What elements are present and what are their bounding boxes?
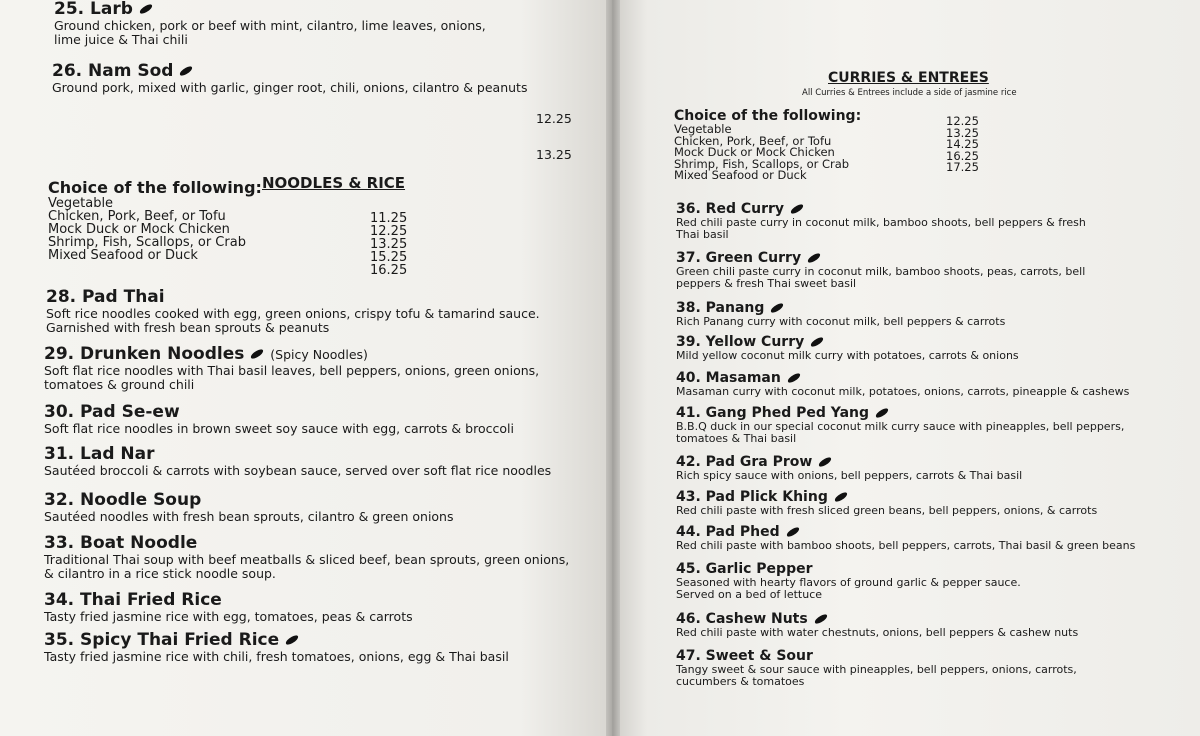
choice-option: Shrimp, Fish, Scallops, or Crab 16.25 bbox=[674, 148, 979, 171]
choice-option: Mixed Seafood or Duck 17.25 bbox=[674, 160, 979, 182]
item-price: 13.25 bbox=[536, 147, 572, 162]
menu-item-green-curry bbox=[676, 250, 1176, 290]
item-title: 36. Red Curry bbox=[676, 201, 785, 217]
chili-icon bbox=[874, 407, 889, 419]
choice-price: 16.25 bbox=[946, 148, 979, 163]
item-title: 44. Pad Phed bbox=[676, 524, 780, 540]
chili-icon bbox=[818, 456, 833, 468]
item-title: 38. Panang bbox=[676, 300, 765, 316]
right-menu-page bbox=[612, 0, 1200, 736]
chili-icon bbox=[833, 491, 848, 503]
item-description: Traditional Thai soup with beef meatballs & sliced beef, bean sprouts, green onions, & cilantro in a rice stick noodle soup. bbox=[44, 552, 570, 581]
choice-option: Vegetable bbox=[48, 196, 114, 211]
item-description: Sautéed broccoli & carrots with soybean sauce, served over soft flat rice noodles bbox=[44, 463, 552, 478]
item-description: B.B.Q duck in our special coconut milk curry sauce with pineapples, bell peppers, tomatoes & Thai basil bbox=[676, 420, 1125, 445]
menu-item-noodle-soup bbox=[44, 491, 584, 524]
menu-item-pad-phed bbox=[676, 524, 1176, 552]
menu-item-red-curry bbox=[676, 201, 1176, 241]
item-description: Tasty fried jasmine rice with chili, fresh tomatoes, onions, egg & Thai basil bbox=[44, 649, 509, 664]
choice-title: Choice of the following: bbox=[674, 108, 862, 124]
menu-item-larb bbox=[54, 0, 574, 47]
menu-item-spicy-thai-fried-rice bbox=[44, 631, 584, 664]
item-title: 43. Pad Plick Khing bbox=[676, 489, 828, 505]
choice-block bbox=[48, 178, 448, 278]
choice-price: 16.25 bbox=[370, 263, 408, 278]
item-title: 39. Yellow Curry bbox=[676, 334, 805, 350]
item-description: Sautéed noodles with fresh bean sprouts, cilantro & green onions bbox=[44, 509, 454, 524]
menu-item-pad-thai bbox=[46, 288, 586, 335]
menu-item-boat-noodle bbox=[44, 534, 584, 581]
item-description: Red chili paste with fresh sliced green beans, bell peppers, onions, & carrots bbox=[676, 504, 1098, 517]
chili-icon bbox=[813, 613, 828, 625]
chili-icon bbox=[810, 336, 825, 348]
section-title-curries-entrees: CURRIES & ENTREES bbox=[828, 70, 989, 86]
choice-price: 13.25 bbox=[370, 237, 408, 252]
choice-title: Choice of the following: bbox=[48, 178, 262, 197]
item-title: 37. Green Curry bbox=[676, 250, 802, 266]
choice-option: Shrimp, Fish, Scallops, or Crab 13.25 bbox=[48, 235, 408, 252]
menu-item-masaman bbox=[676, 370, 1176, 398]
book-gutter bbox=[606, 0, 620, 736]
chili-icon bbox=[285, 634, 300, 646]
item-description: Masaman curry with coconut milk, potatoes, onions, carrots, pineapple & cashews bbox=[676, 385, 1130, 398]
item-title: 29. Drunken Noodles bbox=[44, 344, 245, 364]
item-title: 35. Spicy Thai Fried Rice bbox=[44, 630, 280, 650]
choice-price: 14.25 bbox=[946, 137, 979, 151]
menu-item-drunken-noodles bbox=[44, 345, 584, 392]
choice-price: 11.25 bbox=[370, 211, 408, 226]
choice-option: Mock Duck or Mock Chicken 12.25 bbox=[48, 222, 408, 239]
item-description: Rich spicy sauce with onions, bell peppers, carrots & Thai basil bbox=[676, 469, 1023, 482]
item-title: 28. Pad Thai bbox=[46, 287, 165, 307]
item-title: 25. Larb bbox=[54, 0, 133, 19]
menu-item-lad-nar bbox=[44, 445, 584, 478]
item-title: 45. Garlic Pepper bbox=[676, 561, 813, 577]
item-title: 40. Masaman bbox=[676, 370, 781, 386]
menu-item-panang bbox=[676, 300, 1176, 328]
choice-option: Mock Duck or Mock Chicken 14.25 bbox=[674, 137, 979, 159]
item-description: Soft flat rice noodles with Thai basil leaves, bell peppers, onions, green onions, tomatoes & ground chili bbox=[44, 363, 540, 392]
item-description: Ground pork, mixed with garlic, ginger root, chili, onions, cilantro & peanuts bbox=[52, 80, 528, 95]
chili-icon bbox=[138, 3, 153, 15]
menu-item-gang-phed-ped-yang bbox=[676, 405, 1176, 445]
choice-price: 12.25 bbox=[370, 224, 408, 239]
chili-icon bbox=[806, 252, 821, 264]
chili-icon bbox=[786, 372, 801, 384]
menu-item-pad-se-ew bbox=[44, 403, 584, 436]
chili-icon bbox=[785, 526, 800, 538]
menu-item-nam-sod bbox=[52, 62, 572, 95]
item-title: 31. Lad Nar bbox=[44, 444, 155, 464]
section-note: All Curries & Entrees include a side of jasmine rice bbox=[802, 88, 1017, 98]
choice-price: 17.25 bbox=[946, 160, 979, 174]
item-title: 46. Cashew Nuts bbox=[676, 611, 808, 627]
item-title: 32. Noodle Soup bbox=[44, 490, 202, 510]
choice-block bbox=[674, 108, 1004, 182]
menu-item-sweet-sour bbox=[676, 648, 1176, 688]
menu-item-garlic-pepper bbox=[676, 561, 1176, 601]
menu-item-yellow-curry bbox=[676, 334, 1176, 362]
item-description: Ground chicken, pork or beef with mint, cilantro, lime leaves, onions, lime juice & Thai chili bbox=[54, 18, 486, 47]
item-description: Red chili paste with water chestnuts, onions, bell peppers & cashew nuts bbox=[676, 626, 1079, 639]
choice-option: Chicken, Pork, Beef, or Tofu 13.25 bbox=[674, 125, 979, 148]
item-title: 34. Thai Fried Rice bbox=[44, 590, 222, 610]
menu-item-thai-fried-rice bbox=[44, 591, 584, 624]
chili-icon bbox=[179, 65, 194, 77]
item-description: Seasoned with hearty flavors of ground garlic & pepper sauce. Served on a bed of lettuce bbox=[676, 576, 1021, 601]
choice-option: Vegetable 12.25 bbox=[674, 114, 979, 136]
section-title-noodles-rice: NOODLES & RICE bbox=[262, 174, 406, 192]
item-title: 47. Sweet & Sour bbox=[676, 648, 813, 664]
choice-price: 12.25 bbox=[946, 114, 979, 128]
item-description: Soft flat rice noodles in brown sweet soy sauce with egg, carrots & broccoli bbox=[44, 421, 514, 436]
choice-option: Chicken, Pork, Beef, or Tofu 11.25 bbox=[48, 209, 408, 226]
item-title: 26. Nam Sod bbox=[52, 61, 174, 81]
item-description: Tangy sweet & sour sauce with pineapples, bell peppers, onions, carrots, cucumbers & tomatoes bbox=[676, 663, 1077, 688]
item-description: Red chili paste curry in coconut milk, bamboo shoots, bell peppers & fresh Thai basil bbox=[676, 216, 1086, 241]
item-description: Soft rice noodles cooked with egg, green onions, crispy tofu & tamarind sauce. Garnished with fresh bean sprouts & peanuts bbox=[46, 306, 540, 335]
item-description: Green chili paste curry in coconut milk, bamboo shoots, peas, carrots, bell peppers & fresh Thai sweet basil bbox=[676, 265, 1086, 290]
chili-icon bbox=[789, 203, 804, 215]
chili-icon bbox=[250, 348, 265, 360]
item-description: Mild yellow coconut milk curry with potatoes, carrots & onions bbox=[676, 349, 1019, 362]
item-description: Red chili paste with bamboo shoots, bell peppers, carrots, Thai basil & green beans bbox=[676, 539, 1136, 552]
chili-icon bbox=[770, 302, 785, 314]
item-title: 30. Pad Se-ew bbox=[44, 402, 180, 422]
choice-price: 15.25 bbox=[370, 250, 408, 265]
item-description: Tasty fried jasmine rice with egg, tomatoes, peas & carrots bbox=[44, 609, 413, 624]
item-title: 33. Boat Noodle bbox=[44, 533, 198, 553]
menu-item-cashew-nuts bbox=[676, 611, 1176, 639]
item-price: 12.25 bbox=[536, 111, 572, 126]
menu-item-pad-gra-prow bbox=[676, 454, 1176, 482]
item-title: 41. Gang Phed Ped Yang bbox=[676, 405, 870, 421]
choice-option bbox=[48, 262, 448, 278]
item-title: 42. Pad Gra Prow bbox=[676, 454, 813, 470]
choice-option: Mixed Seafood or Duck 15.25 bbox=[48, 248, 408, 265]
choice-price: 13.25 bbox=[946, 125, 979, 140]
item-subtitle: (Spicy Noodles) bbox=[270, 347, 368, 362]
menu-item-pad-plick-khing bbox=[676, 489, 1176, 517]
item-description: Rich Panang curry with coconut milk, bell peppers & carrots bbox=[676, 315, 1006, 328]
